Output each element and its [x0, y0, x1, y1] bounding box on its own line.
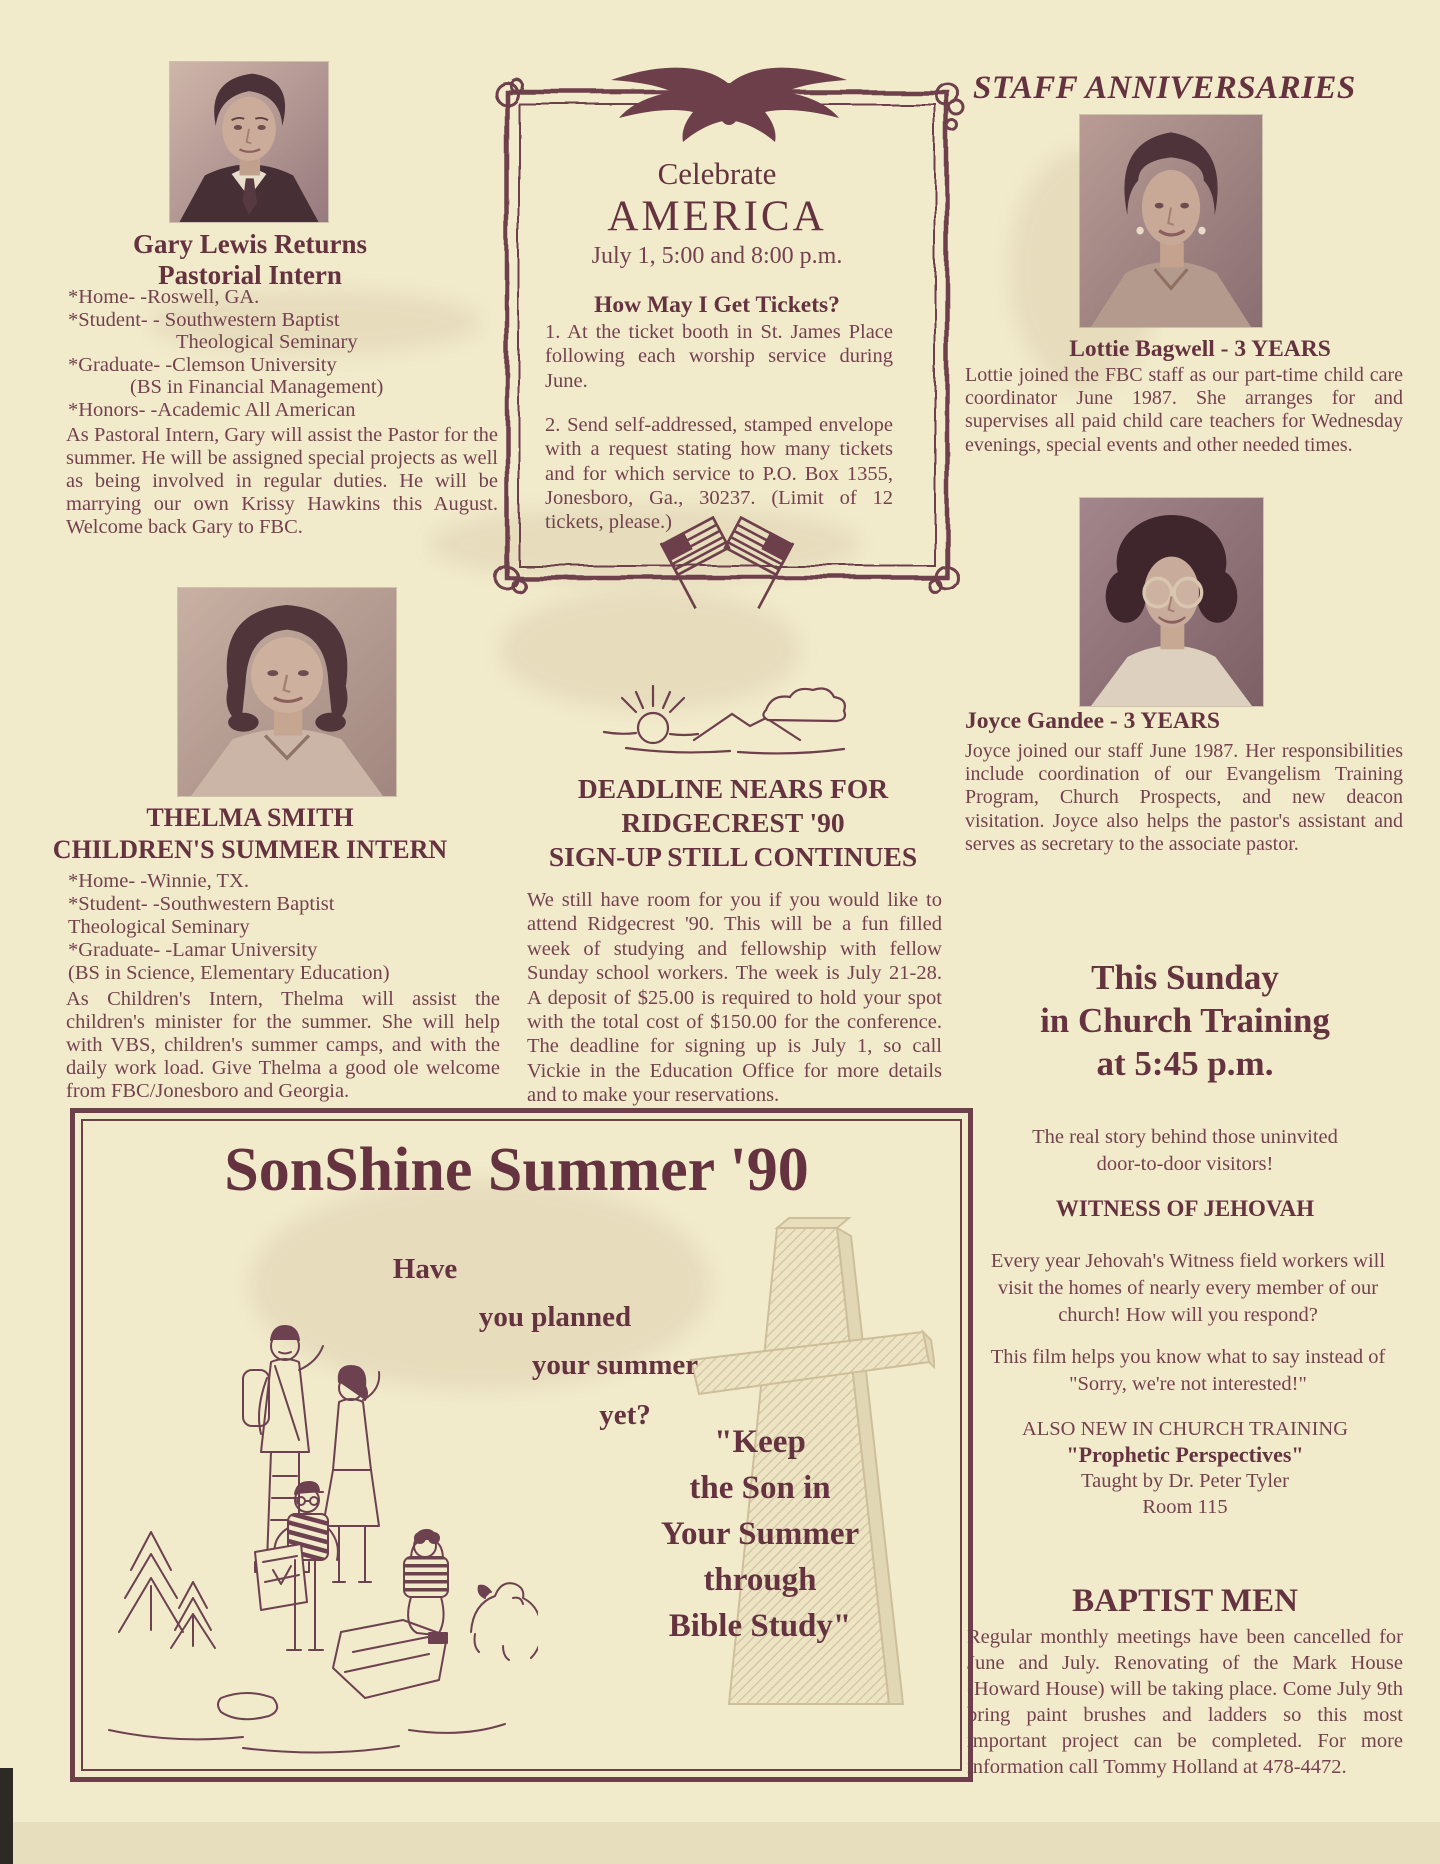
ridgecrest-heading — [503, 772, 963, 874]
ridgecrest-heading-line1: DEADLINE NEARS FOR — [577, 773, 889, 804]
bio-line: *Home- -Roswell, GA. — [68, 286, 260, 308]
gary-title-line2: Pastorial Intern — [158, 260, 342, 290]
gary-title — [30, 229, 470, 291]
jehovah-paragraph-1: Every year Jehovah's Witness field workers will visit the homes of nearly every member of our church! How will you respond? — [990, 1250, 1386, 1326]
bio-line: *Student- - Southwestern Baptist — [68, 308, 340, 331]
church-training-heading — [975, 956, 1395, 1085]
also-line2: "Prophetic Perspectives" — [1066, 1442, 1304, 1467]
joyce-name: Joyce Gandee - 3 YEARS — [965, 708, 1221, 734]
bio-line: *Home- -Winnie, TX. — [68, 870, 249, 892]
slogan-line4: through — [703, 1562, 817, 1598]
eagle-icon — [611, 68, 847, 142]
teaser-line1: The real story behind those uninvited — [1032, 1126, 1338, 1148]
jehovah-paragraph-2: This film helps you know what to say instead of "Sorry, we're not interested!" — [990, 1346, 1386, 1395]
baptist-men-heading: BAPTIST MEN — [1072, 1583, 1298, 1619]
slogan-line3: Your Summer — [660, 1516, 860, 1552]
bio-line: *Graduate- -Lamar University — [68, 939, 318, 961]
also-new-block — [975, 1416, 1395, 1520]
sonshine-title: SonShine Summer '90 — [224, 1136, 809, 1204]
film-title: WITNESS OF JEHOVAH — [1055, 1196, 1315, 1221]
slogan-line1: "Keep — [714, 1424, 806, 1460]
thelma-photo — [178, 588, 396, 796]
thelma-bio — [68, 870, 508, 985]
sonshine-question-line2: you planned — [478, 1301, 632, 1333]
thelma-body: As Children's Intern, Thelma will assist the children's minister for the summer. She will help with VBS, children's summer camps, and with the daily work load. Give Thelma a good ole welcome from FBC/Jonesboro and Georgia. — [66, 988, 500, 1102]
america-title: AMERICA — [607, 193, 827, 240]
sunrise-icon — [598, 666, 853, 758]
ridgecrest-heading-line2: RIDGECREST '90 — [621, 807, 845, 838]
family-hiking-illustration — [93, 1300, 538, 1765]
lottie-name: Lottie Bagwell - 3 YEARS — [1069, 336, 1331, 362]
slogan-line5: Bible Study" — [668, 1608, 852, 1644]
slogan-line2: the Son in — [689, 1470, 831, 1506]
celebrate-line: Celebrate — [657, 156, 777, 191]
bio-line: *Graduate- -Clemson University — [68, 353, 337, 376]
sonshine-question-line1: Have — [392, 1253, 458, 1285]
joyce-body: Joyce joined our staff June 1987. Her responsibilities include coordination of our Evangelism Training Program, Church Prospects, and new deacon visitation. Joyce also helps the pastor's assistant and serves as secretary to the associate pastor. — [965, 740, 1403, 855]
sonshine-slogan — [565, 1419, 955, 1649]
gary-title-line1: Gary Lewis Returns — [133, 229, 367, 259]
scan-edge-artifact — [0, 1768, 13, 1864]
thelma-title-line2: CHILDREN'S SUMMER INTERN — [52, 835, 448, 864]
lottie-photo — [1080, 115, 1262, 327]
lottie-portrait-art — [1080, 115, 1262, 327]
bio-line: Theological Seminary — [68, 916, 250, 938]
thelma-title — [20, 802, 480, 866]
thelma-title-line1: THELMA SMITH — [146, 803, 354, 832]
tickets-item-1: 1. At the ticket booth in St. James Place following each worship service during June. — [545, 321, 893, 392]
church-training-line3: at 5:45 p.m. — [1096, 1044, 1274, 1083]
ridgecrest-body: We still have room for you if you would like to attend Ridgecrest '90. This will be a fun filled week of studying and fellowship with fellow Sunday school workers. The week is July 21-28. A deposit of $25.00 is required to hold your spot with the total cost of $150.00 for the conference. The deadline for signing up is July 1, so call Vickie in the Education Office for more details and to make your reservations. — [527, 889, 942, 1107]
tickets-item-2: 2. Send self-addressed, stamped envelope with a request stating how many tickets and for which service to P.O. Box 1355, Jonesboro, Ga., 30237. (Limit of 12 tickets, please.) — [545, 414, 893, 534]
bio-line: (BS in Financial Management) — [130, 376, 384, 398]
sonshine-question-line4: yet? — [599, 1399, 651, 1431]
lottie-body: Lottie joined the FBC staff as our part-time child care coordinator June 1987. She arranges for and supervises all paid child care teachers for Wednesday evenings, special events and other needed times. — [965, 364, 1403, 456]
sonshine-box — [70, 1108, 973, 1782]
thelma-portrait-art — [178, 588, 396, 796]
bio-line: *Honors- -Academic All American — [68, 398, 356, 421]
sonshine-question-line3: your summer — [531, 1349, 699, 1381]
staff-anniversaries-header: STAFF ANNIVERSARIES — [973, 70, 1356, 106]
joyce-photo — [1080, 498, 1263, 706]
tickets-heading: How May I Get Tickets? — [594, 292, 840, 318]
church-training-line1: This Sunday — [1091, 958, 1279, 997]
also-line4: Room 115 — [1142, 1496, 1228, 1518]
gary-bio — [68, 286, 498, 421]
teaser-line2: door-to-door visitors! — [1096, 1153, 1274, 1175]
bio-line: Theological Seminary — [176, 331, 358, 353]
america-datetime: July 1, 5:00 and 8:00 p.m. — [591, 243, 843, 269]
ridgecrest-heading-line3: SIGN-UP STILL CONTINUES — [548, 841, 918, 872]
bio-line: (BS in Science, Elementary Education) — [68, 962, 390, 984]
joyce-portrait-art — [1080, 498, 1263, 706]
page-bottom-shade — [0, 1822, 1440, 1864]
baptist-men-body: Regular monthly meetings have been cancelled for June and July. Renovating of the Mark House (Howard House) will be taking place. Come July 9th bring paint brushes and ladders so this most important project can be completed. For more information call Tommy Holland at 478-4472. — [967, 1626, 1403, 1778]
gary-photo — [170, 62, 328, 222]
gary-body: As Pastoral Intern, Gary will assist the Pastor for the summer. He will be assigned special projects as well as being involved in regular duties. He will be marrying our own Krissy Hawkins this August. Welcome back Gary to FBC. — [66, 424, 498, 538]
bio-line: *Student- -Southwestern Baptist — [68, 893, 335, 915]
also-line3: Taught by Dr. Peter Tyler — [1081, 1470, 1289, 1492]
training-teaser — [975, 1124, 1395, 1178]
gary-portrait-art — [170, 62, 328, 222]
church-training-line2: in Church Training — [1040, 1001, 1330, 1040]
also-line1: ALSO NEW IN CHURCH TRAINING — [1021, 1418, 1349, 1440]
